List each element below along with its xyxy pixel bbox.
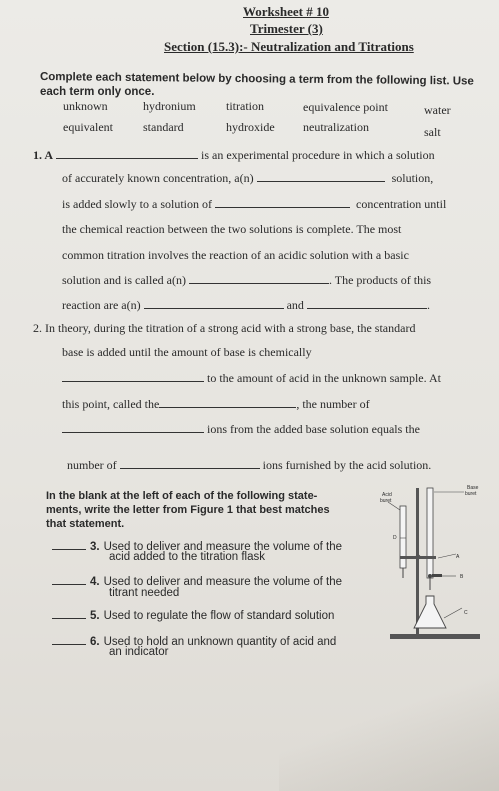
q2-text-3: to the amount of acid in the unknown sample. At [207,371,441,385]
q1-blank-4[interactable] [189,272,329,284]
item-4 [52,572,342,590]
figure-letter-a: A [456,554,460,560]
q1-text-3a: is added slowly to a solution of [62,197,212,211]
q2-line-4 [62,396,370,412]
q1-text-7a: reaction are a(n) [62,298,141,312]
base-buret-label: buret [465,491,477,497]
q1-blank-6[interactable] [307,297,427,309]
q2-line-3 [62,370,441,386]
item-6-text-1: Used to hold an unknown quantity of acid and [103,636,337,648]
term-titration: titration [226,99,264,113]
item-4-answer-blank[interactable] [52,573,86,585]
q1-line-4: the chemical reaction between the two solutions is complete. The most [62,222,402,236]
page-shadow [279,671,499,791]
q2-text-5: ions from the added base solution equals the [207,422,420,436]
item-3-text-1: Used to deliver and measure the volume of the [103,541,343,553]
term-equivalence-point: equivalence point [303,100,388,114]
item-3-number: 3. [90,541,100,553]
section-title: Section (15.3):- Neutralization and Titrations [164,39,414,54]
item-3-text-2: acid added to the titration flask [109,551,265,563]
acid-buret [400,506,406,578]
trimester-title: Trimester (3) [250,21,323,36]
q2-text-1: 2. In theory, during the titration of a strong acid with a strong base, the standard [33,321,416,335]
item-4-number: 4. [90,576,100,588]
q2-line-5 [62,421,420,437]
figure-letter-c: C [464,610,468,616]
term-unknown: unknown [63,99,108,113]
q2-blank-1[interactable] [62,370,204,382]
q1-text-7c: . [426,298,430,312]
q1-text-2a: of accurately known concentration, a(n) [62,171,254,185]
acid-buret-label: buret [380,498,392,504]
term-water: water [424,103,451,117]
term-standard: standard [143,120,184,134]
q1-line-1 [33,147,435,163]
figure-letter-d: D [393,535,397,541]
instructions2-line-3: that statement. [46,518,125,530]
q2-text-4a: this point, called the [62,397,160,411]
q1-line-3 [62,196,446,212]
q2-line-1 [33,321,415,336]
q2-blank-4[interactable] [120,457,260,469]
q1-blank-3[interactable] [215,196,350,208]
term-hydronium: hydronium [143,99,196,113]
q1-blank-5[interactable] [144,297,284,309]
q2-line-2: base is added until the amount of base is chemically [62,345,312,359]
titration-figure [360,478,490,653]
q1-text-2b: solution, [391,171,434,185]
acid-label: Acid [382,492,392,498]
q1-number: 1. A [33,148,54,162]
q2-blank-2[interactable] [159,396,296,408]
q1-text-7b: and [286,298,304,312]
term-hydroxide: hydroxide [226,120,275,134]
instructions2-line-2: ments, write the letter from Figure 1 that best matches [46,504,330,516]
q1-line-2 [62,170,433,186]
item-6 [52,632,336,650]
q1-text-6b: . The products of this [328,273,432,287]
instructions-line-2: each term only once. [40,86,155,98]
q1-blank-1[interactable] [56,147,198,159]
term-neutralization: neutralization [303,120,369,134]
q2-text-6a: number of [67,458,117,472]
q2-line-6 [67,457,431,473]
q1-text-3b: concentration until [356,197,447,211]
item-3-answer-blank[interactable] [52,538,86,550]
q1-line-6 [62,272,431,288]
item-5-text-1: Used to regulate the flow of standard solution [103,610,335,622]
item-5-answer-blank[interactable] [52,607,86,619]
item-5-number: 5. [90,610,100,622]
item-6-number: 6. [90,636,100,648]
instructions2-line-1: In the blank at the left of each of the following state- [46,490,318,502]
q1-blank-2[interactable] [257,170,385,182]
q1-text-6a: solution and is called a(n) [62,273,186,287]
q1-text-1: is an experimental procedure in which a solution [201,148,435,162]
term-equivalent: equivalent [63,120,113,134]
q1-line-7 [62,297,430,313]
term-salt: salt [424,125,441,139]
q2-blank-3[interactable] [62,421,204,433]
worksheet-title: Worksheet # 10 [243,4,329,19]
q1-line-5: common titration involves the reaction of an acidic solution with a basic [62,248,409,262]
figure-letter-b: B [460,574,464,580]
item-4-text-1: Used to deliver and measure the volume of the [103,576,343,588]
item-6-answer-blank[interactable] [52,633,86,645]
item-4-text-2: titrant needed [109,587,180,599]
item-5 [52,606,334,624]
base-label: Base [467,485,479,491]
item-6-text-2: an indicator [109,646,169,658]
instructions-line-1: Complete each statement below by choosing a term from the following list. Use [39,71,474,88]
q2-text-6b: ions furnished by the acid solution. [262,458,432,472]
stopcock [428,574,442,578]
q2-text-4b: , the number of [296,397,370,411]
